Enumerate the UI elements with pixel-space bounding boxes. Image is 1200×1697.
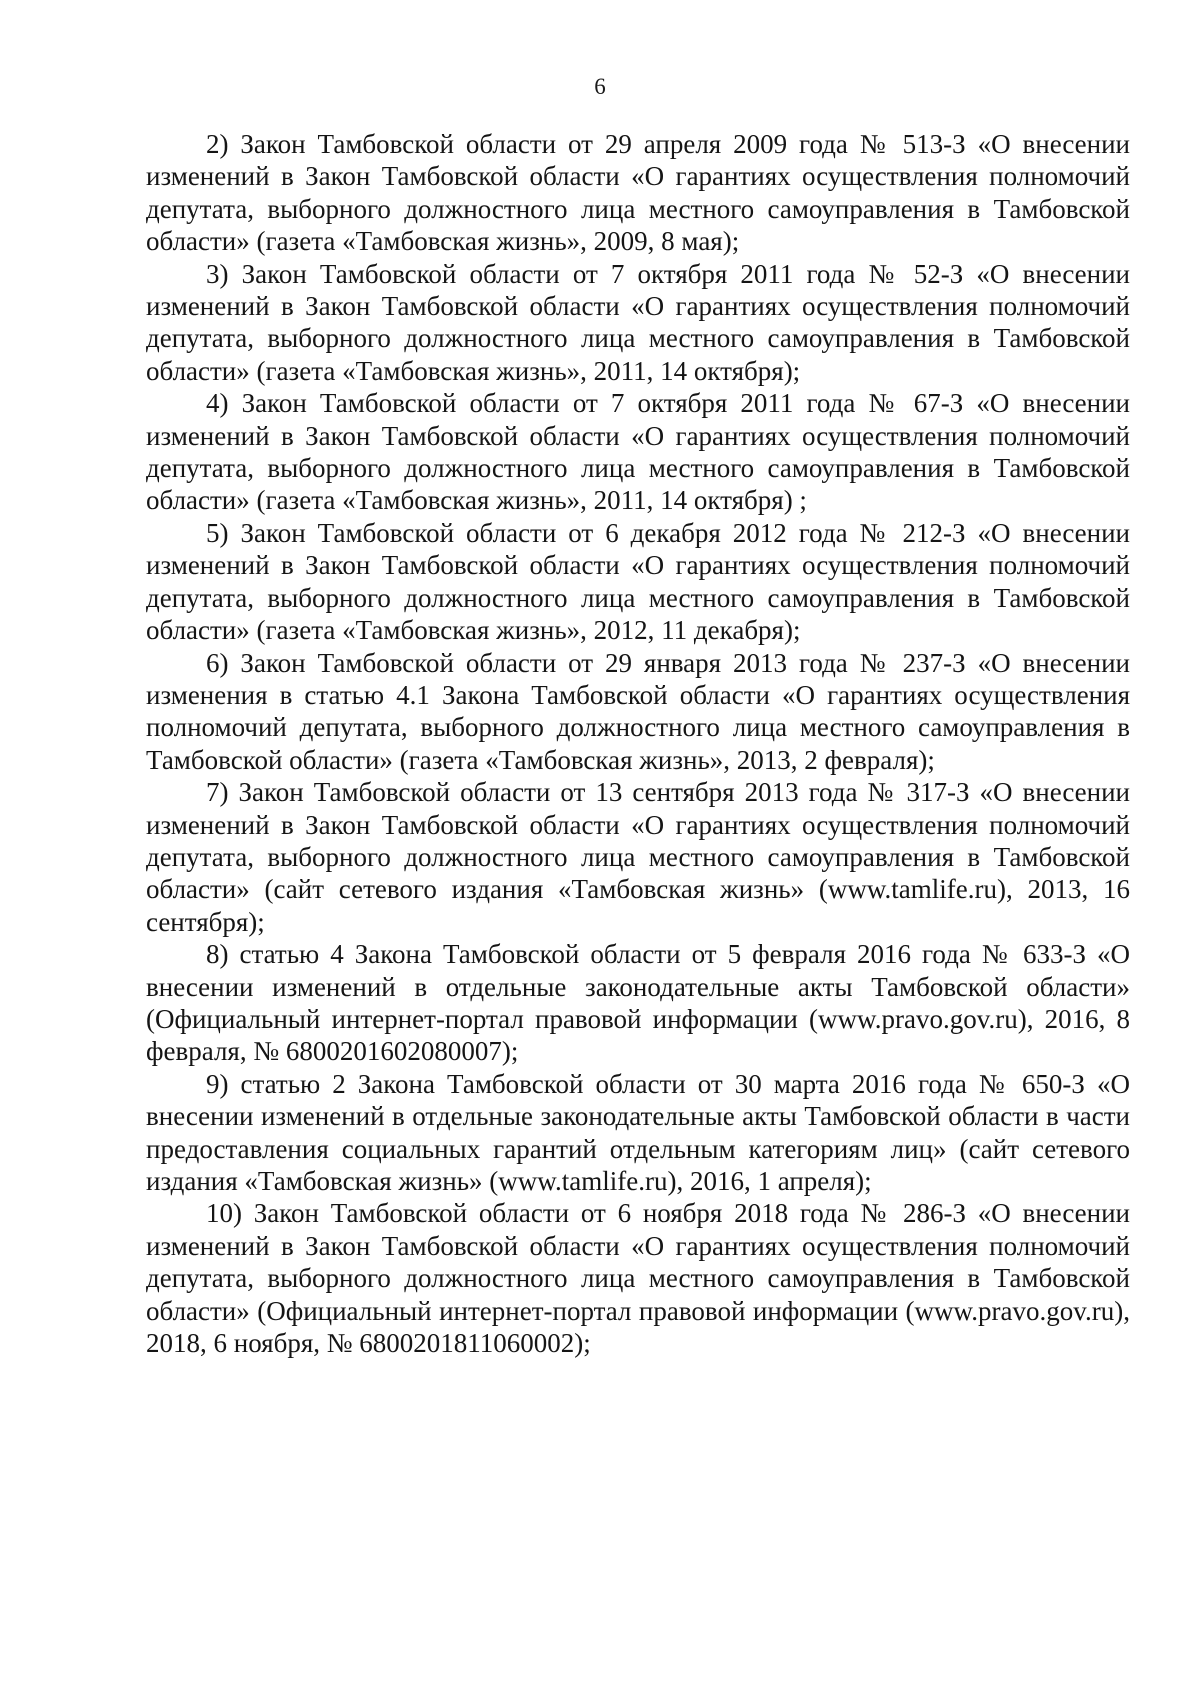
- list-item-7: 7) Закон Тамбовской области от 13 сентября 2013 года № 317-З «О внесении изменений в Закон Тамбовской области «О гарантиях осуществления полномочий депутата, выборного должностного лица местного самоуправления в Тамбовской области» (сайт сетевого издания «Тамбовская жизнь» (www.tamlife.ru), 2013, 16 сентября);: [146, 777, 1130, 937]
- list-item-5: 5) Закон Тамбовской области от 6 декабря 2012 года № 212-З «О внесении изменений в Закон Тамбовской области «О гарантиях осуществления полномочий депутата, выборного должностного лица местного самоуправления в Тамбовской области» (газета «Тамбовская жизнь», 2012, 11 декабря);: [146, 517, 1130, 646]
- list-item-10: 10) Закон Тамбовской области от 6 ноября 2018 года № 286-З «О внесении изменений в Закон Тамбовской области «О гарантиях осуществления полномочий депутата, выборного должностного лица местного самоуправления в Тамбовской области» (Официальный интернет-портал правовой информации (www.pravo.gov.ru), 2018, 6 ноября, № 6800201811060002);: [146, 1198, 1130, 1359]
- list-item-6: 6) Закон Тамбовской области от 29 января 2013 года № 237-З «О внесении изменения в статью 4.1 Закона Тамбовской области «О гарантиях осуществления полномочий депутата, выборного должностного лица местного самоуправления в Тамбовской области» (газета «Тамбовская жизнь», 2013, 2 февраля);: [146, 647, 1130, 775]
- document-body: [146, 128, 1130, 1359]
- list-item-4: 4) Закон Тамбовской области от 7 октября 2011 года № 67-З «О внесении изменений в Закон Тамбовской области «О гарантиях осуществления полномочий депутата, выборного должностного лица местного самоуправления в Тамбовской области» (газета «Тамбовская жизнь», 2011, 14 октября) ;: [146, 388, 1130, 516]
- list-item-3: 3) Закон Тамбовской области от 7 октября 2011 года № 52-З «О внесении изменений в Закон Тамбовской области «О гарантиях осуществления полномочий депутата, выборного должностного лица местного самоуправления в Тамбовской области» (газета «Тамбовская жизнь», 2011, 14 октября);: [146, 258, 1130, 386]
- page-number: 6: [594, 74, 606, 99]
- list-item-8: 8) статью 4 Закона Тамбовской области от 5 февраля 2016 года № 633-З «О внесении изменений в отдельные законодательные акты Тамбовской области» (Официальный интернет-портал правовой информации (www.pravo.gov.ru), 2016, 8 февраля, № 6800201602080007);: [146, 939, 1130, 1067]
- list-item-2: 2) Закон Тамбовской области от 29 апреля 2009 года № 513-З «О внесении изменений в Закон Тамбовской области «О гарантиях осуществления полномочий депутата, выборного должностного лица местного самоуправления в Тамбовской области» (газета «Тамбовская жизнь», 2009, 8 мая);: [146, 129, 1130, 257]
- list-item-9: 9) статью 2 Закона Тамбовской области от 30 марта 2016 года № 650-З «О внесении изменений в отдельные законодательные акты Тамбовской области в части предоставления социальных гарантий отдельным категориям лиц» (сайт сетевого издания «Тамбовская жизнь» (www.tamlife.ru), 2016, 1 апреля);: [146, 1068, 1130, 1196]
